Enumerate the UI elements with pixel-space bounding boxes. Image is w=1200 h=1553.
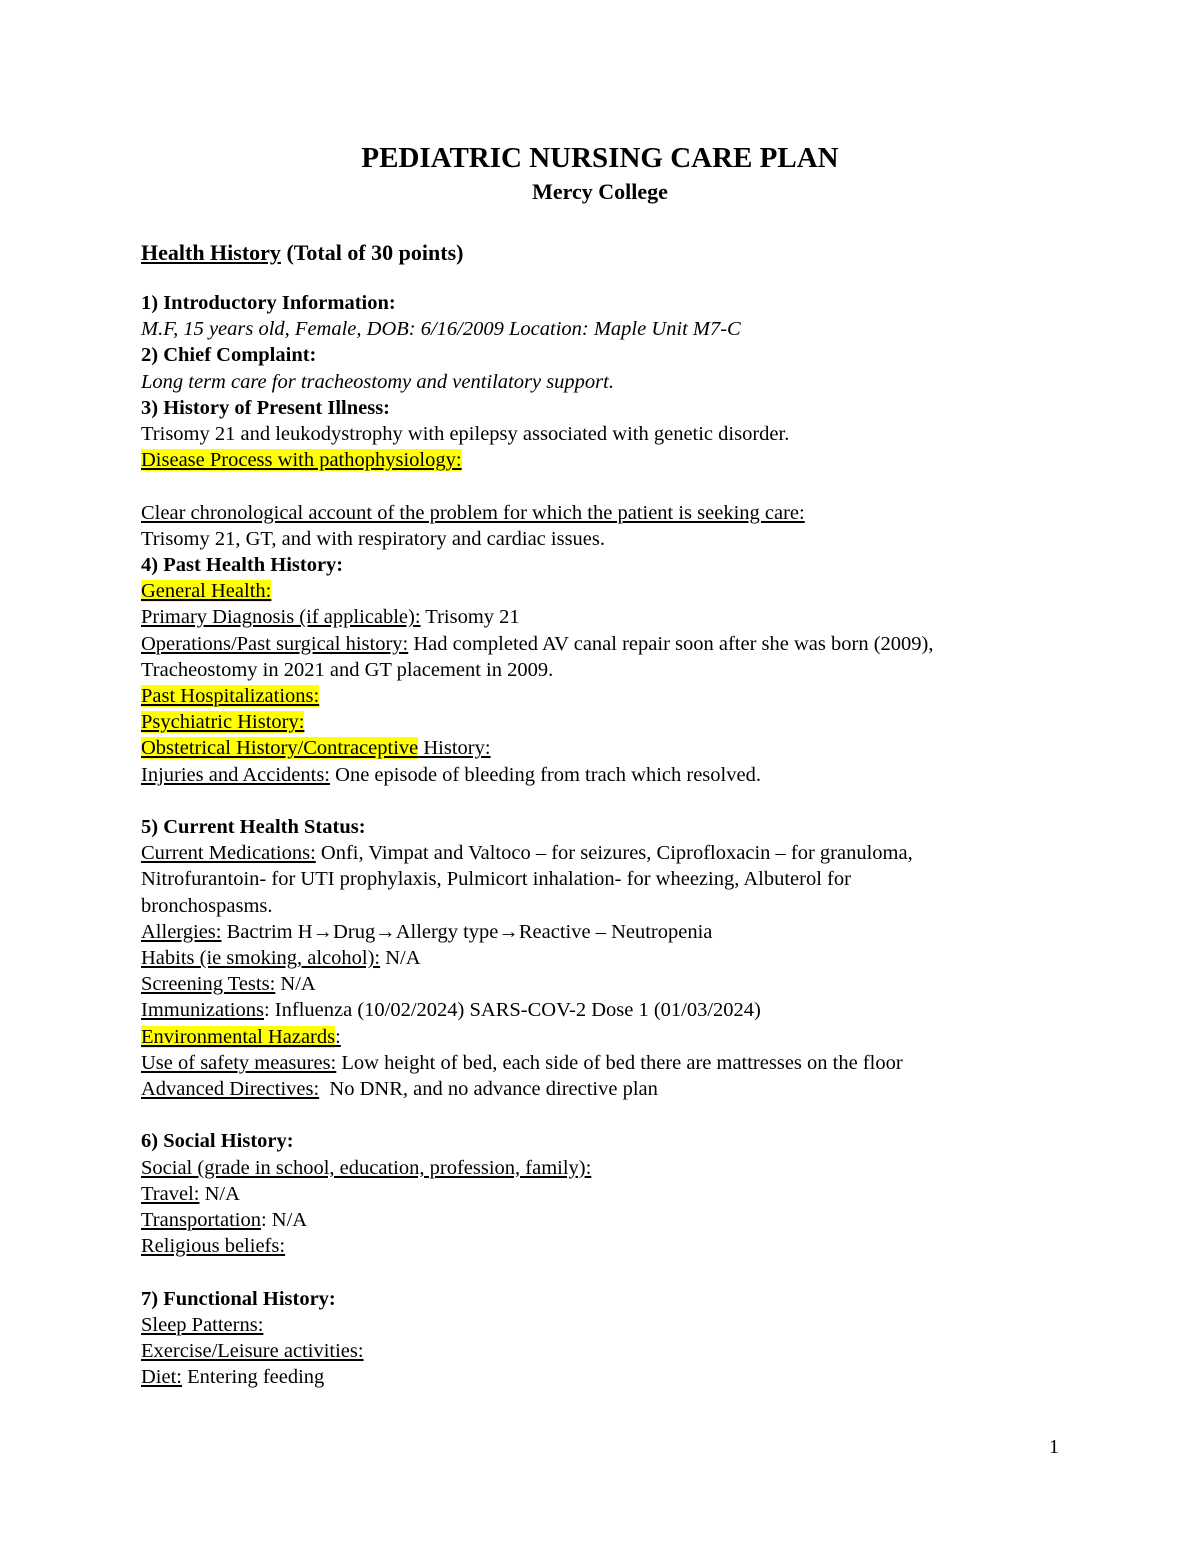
document-subtitle: Mercy College	[532, 179, 668, 204]
travel-value: N/A	[199, 1182, 240, 1205]
chronological-label: Clear chronological account of the problem for which the patient is seeking care:	[141, 501, 805, 524]
intro-heading: 1) Introductory Information:	[141, 292, 396, 314]
social-history-heading: 6) Social History:	[141, 1130, 294, 1153]
document-title: PEDIATRIC NURSING CARE PLAN	[361, 142, 839, 174]
current-health-heading: 5) Current Health Status:	[141, 816, 366, 839]
hpi-text: Trisomy 21 and leukodystrophy with epilepsy associated with genetic disorder.	[141, 423, 790, 446]
health-history-heading	[141, 238, 463, 268]
chronological-text: Trisomy 21, GT, and with respiratory and cardiac issues.	[141, 527, 606, 550]
immunizations-label: Immunizations	[141, 999, 264, 1022]
psychiatric-history-label: Psychiatric History:	[141, 711, 305, 734]
disease-process-label: Disease Process with pathophysiology:	[141, 449, 462, 472]
health-history-points: (Total of 30 points)	[286, 240, 464, 265]
advanced-directives-label: Advanced Directives:	[141, 1078, 320, 1101]
injuries-value: One episode of bleeding from trach which resolved.	[330, 763, 761, 786]
advanced-directives-value: No DNR, and no advance directive plan	[319, 1078, 658, 1101]
diet-label: Diet:	[141, 1366, 182, 1389]
intro-text: M.F, 15 years old, Female, DOB: 6/16/2009 Location: Maple Unit M7-C	[141, 318, 741, 341]
habits-value: N/A	[380, 947, 421, 970]
document-page	[141, 0, 1101, 1553]
screening-tests-value: N/A	[275, 973, 316, 996]
past-health-heading: 4) Past Health History:	[141, 554, 344, 577]
obstetrical-history-label: Obstetrical History/Contraceptive	[141, 737, 419, 760]
environmental-hazards-label: Environmental Hazards	[141, 1025, 336, 1048]
past-hospitalizations-label: Past Hospitalizations:	[141, 685, 320, 708]
general-health-label: General Health:	[141, 580, 272, 603]
safety-measures-label: Use of safety measures:	[141, 1051, 337, 1074]
transportation-value: : N/A	[260, 1209, 308, 1232]
safety-measures-value: Low height of bed, each side of bed there are mattresses on the floor	[336, 1051, 903, 1074]
obstetrical-history-label-rest: History:	[418, 737, 491, 760]
chief-complaint-text: Long term care for tracheostomy and ventilatory support.	[141, 370, 614, 393]
allergies-label: Allergies:	[141, 920, 222, 943]
page-number: 1	[1049, 1436, 1059, 1458]
social-label: Social (grade in school, education, profession, family):	[141, 1156, 592, 1179]
primary-diagnosis-value: Trisomy 21	[420, 606, 520, 629]
operations-value: Had completed AV canal repair soon after she was born (2009),	[408, 632, 934, 655]
religious-beliefs-label: Religious beliefs:	[141, 1235, 286, 1258]
environmental-hazards-colon: :	[335, 1025, 341, 1048]
medications-value: Onfi, Vimpat and Valtoco – for seizures, Ciprofloxacin – for granuloma,	[315, 842, 913, 865]
medications-value-3: bronchospasms.	[141, 894, 273, 917]
hpi-heading: 3) History of Present Illness:	[141, 396, 391, 419]
medications-value-2: Nitrofurantoin- for UTI prophylaxis, Pulmicort inhalation- for wheezing, Albuterol for	[141, 868, 851, 891]
medications-label: Current Medications:	[141, 842, 316, 865]
habits-label: Habits (ie smoking, alcohol):	[141, 947, 381, 970]
exercise-label: Exercise/Leisure activities:	[141, 1340, 364, 1363]
health-history-label: Health History	[141, 240, 281, 265]
diet-value: Entering feeding	[182, 1366, 325, 1389]
primary-diagnosis-label: Primary Diagnosis (if applicable):	[141, 606, 421, 629]
functional-history-heading: 7) Functional History:	[141, 1287, 336, 1310]
document-body	[141, 290, 1071, 1390]
injuries-label: Injuries and Accidents:	[141, 763, 331, 786]
chief-complaint-heading: 2) Chief Complaint:	[141, 344, 317, 367]
allergies-value: Bactrim H→Drug→Allergy type→Reactive – Neutropenia	[221, 920, 713, 943]
sleep-patterns-label: Sleep Patterns:	[141, 1313, 264, 1336]
screening-tests-label: Screening Tests:	[141, 973, 276, 996]
operations-value-continued: Tracheostomy in 2021 and GT placement in 2009.	[141, 658, 554, 681]
immunizations-value: : Influenza (10/02/2024) SARS-COV-2 Dose 1 (01/03/2024)	[263, 999, 761, 1022]
operations-label: Operations/Past surgical history:	[141, 632, 409, 655]
transportation-label: Transportation	[141, 1209, 261, 1232]
travel-label: Travel:	[141, 1182, 200, 1205]
